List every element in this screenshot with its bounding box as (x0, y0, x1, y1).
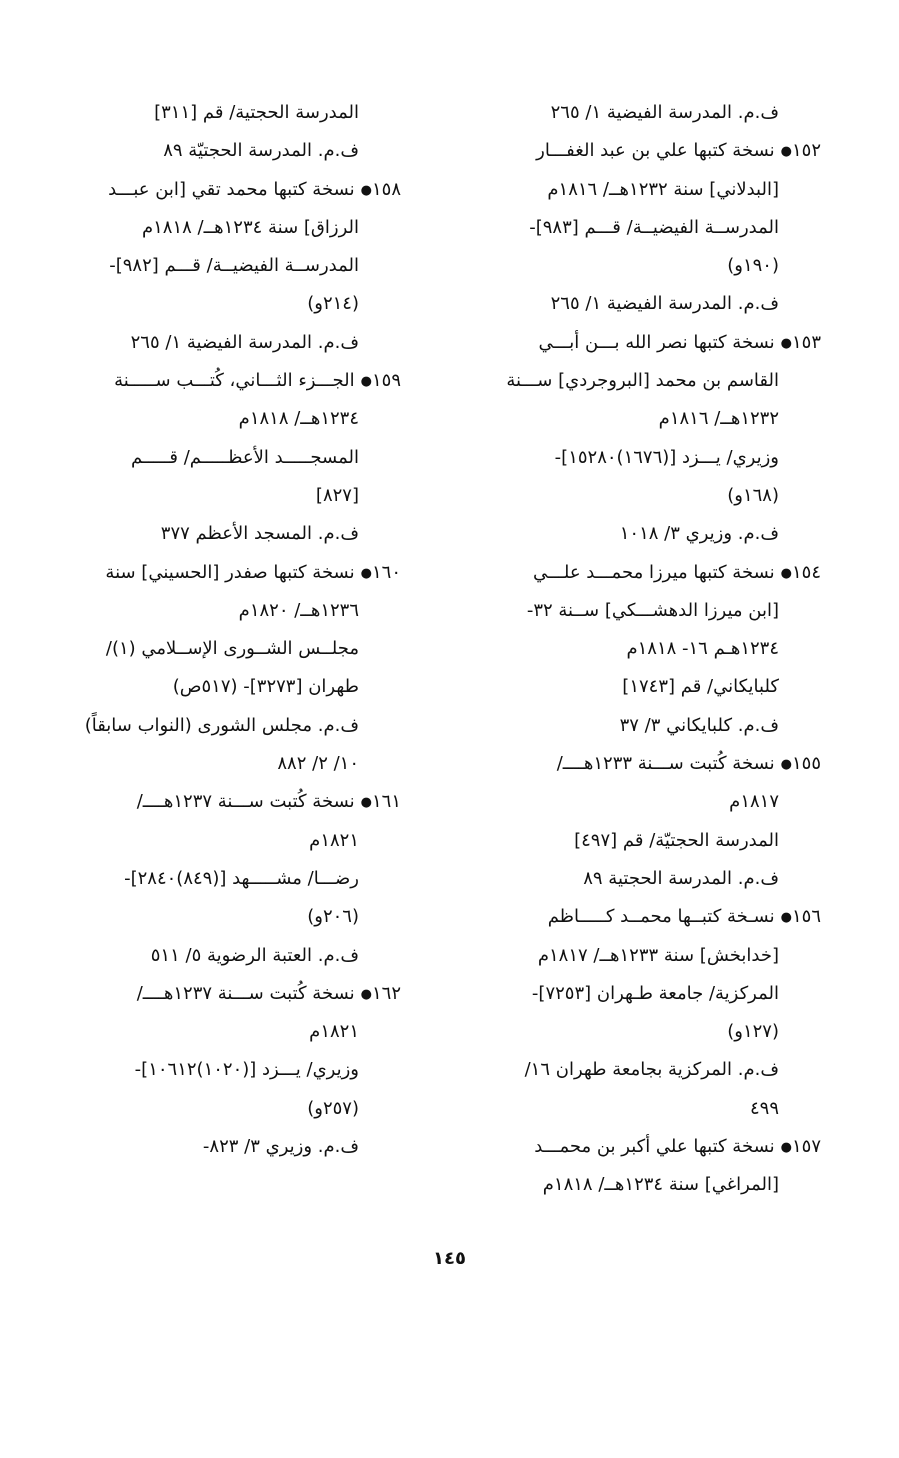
line-text: الرزاق] سنة ١٢٣٤هــ/ ١٨١٨م (141, 216, 359, 238)
text-line (96, 1128, 401, 1166)
text-line (96, 668, 401, 706)
line-text: [خدابخش] سنة ١٢٣٣هــ/ ١٨١٧م (537, 944, 779, 966)
line-text: المدرسة الحجتية/ قم [٣١١] (154, 102, 359, 123)
line-text: (١٢٧و) (727, 1021, 779, 1043)
line-text: المدرسة الحجتيّة/ قم [٤٩٧] (574, 829, 779, 851)
text-line (96, 247, 401, 285)
line-text: [ابن ميرزا الدهشـــكي] ســنة ٣٢- (526, 599, 779, 621)
line-text: ف.م. المدرسة الفيضية ١/ ٢٦٥ (130, 331, 359, 353)
line-text: ١٨٢١م (309, 829, 359, 851)
entry-number: ١٥٧ (791, 1136, 821, 1158)
entry-number: ١٥٢ (791, 140, 821, 162)
entry-heading-line (476, 132, 821, 170)
text-line (96, 1090, 401, 1128)
text-line (476, 400, 821, 438)
line-text: ف.م. العتبة الرضوية ٥/ ٥١١ (150, 944, 359, 966)
line-text: ف.م. المسجد الأعظم ٣٧٧ (160, 523, 359, 545)
bullet-icon: ● (360, 986, 372, 1002)
text-line (476, 515, 821, 553)
text-line (476, 171, 821, 209)
text-line (96, 745, 401, 783)
line-text: وزيري/ يـــزد [(١٦٧٦)١٥٢٨٠]- (554, 446, 779, 468)
line-text: نسخة كتبها صفدر [الحسيني] سنة (105, 561, 355, 583)
text-line (476, 247, 821, 285)
text-line (476, 592, 821, 630)
text-line (96, 439, 401, 477)
line-text: ف.م. كلبايكاني ٣/ ٣٧ (619, 714, 779, 736)
line-text: (٢١٤و) (307, 293, 359, 315)
text-line (96, 592, 401, 630)
line-text: نسخة كتبها علي بن عبد الغفـــار (536, 140, 775, 162)
line-text: نسخة كتبها نصر الله بـــن أبـــي (538, 331, 775, 353)
text-line (96, 937, 401, 975)
line-text: طهران [٣٢٧٣]- (٥١٧ص) (172, 676, 359, 698)
bullet-icon: ● (780, 335, 792, 351)
text-line (96, 285, 401, 323)
entry-heading-line (476, 745, 821, 783)
line-text: ١٢٣٤هــ/ ١٨١٨م (238, 408, 359, 430)
line-text: ١٢٣٦هــ/ ١٨٢٠م (238, 599, 359, 621)
entry-heading-line (96, 554, 401, 592)
line-text: كلبايكاني/ قم [١٧٤٣] (622, 676, 779, 698)
line-text: الجـــزء الثـــاني، كُتـــب ســـــنة (114, 370, 355, 392)
line-text: نسخة كتبها محمد تقي [ابن عبـــد (108, 178, 355, 200)
line-text: نسخة كُتبت ســـنة ١٢٣٣هــــ/ (556, 753, 775, 775)
bullet-icon: ● (360, 182, 372, 198)
page-number: ١٤٥ (433, 1248, 466, 1269)
text-line (96, 209, 401, 247)
line-text: ١٠/ ٢/ ٨٨٢ (277, 753, 359, 775)
line-text: [البدلاني] سنة ١٢٣٢هــ/ ١٨١٦م (547, 178, 779, 200)
text-line (476, 783, 821, 821)
line-text: المدرســة الفيضيــة/ قـــم [٩٨٢]- (109, 255, 359, 277)
line-text: (١٩٠و) (727, 255, 779, 277)
entry-heading-line (476, 554, 821, 592)
line-text: ف.م. وزيري ٣/ ٨٢٣- (202, 1136, 359, 1158)
text-line (476, 439, 821, 477)
entry-heading-line (476, 898, 821, 936)
text-line (476, 209, 821, 247)
line-text: [المراغي] سنة ١٢٣٤هــ/ ١٨١٨م (542, 1174, 779, 1196)
line-text: [٨٢٧] (315, 484, 359, 506)
entry-heading-line (96, 171, 401, 209)
line-text: المركزية/ جامعة طـهران [٧٢٥٣]- (531, 982, 779, 1004)
entry-heading-line (96, 975, 401, 1013)
bullet-icon: ● (780, 910, 792, 926)
bullet-icon: ● (360, 374, 372, 390)
text-line (476, 1013, 821, 1051)
line-text: ف.م. المدرسة الحجتية ٨٩ (583, 867, 779, 889)
text-line (476, 362, 821, 400)
bullet-icon: ● (360, 565, 372, 581)
text-line (96, 324, 401, 362)
text-line (476, 975, 821, 1013)
line-text: ف.م. مجلس الشورى (النواب سابقاً) (84, 714, 359, 736)
line-text: ٤٩٩ (749, 1097, 779, 1119)
text-line (476, 94, 821, 132)
entry-number: ١٥٩ (371, 370, 401, 392)
text-line (96, 860, 401, 898)
text-line (476, 630, 821, 668)
line-text: ١٢٣٤هـم ١٦- ١٨١٨م (626, 638, 779, 660)
text-line (96, 822, 401, 860)
text-line (96, 94, 401, 132)
line-text: ١٨١٧م (729, 791, 779, 813)
entry-heading-line (96, 362, 401, 400)
text-line (476, 1090, 821, 1128)
line-text: نسـخة كتبــها محمــد كـــــاظم (547, 906, 775, 928)
bullet-icon: ● (780, 144, 792, 160)
text-line (476, 860, 821, 898)
right-column (476, 94, 821, 1205)
line-text: نسخة كتبها ميرزا محمـــد علـــي (533, 561, 775, 583)
text-line (96, 132, 401, 170)
entry-number: ١٦٠ (371, 561, 401, 583)
line-text: المدرســة الفيضيــة/ قـــم [٩٨٣]- (529, 216, 779, 238)
entry-number: ١٥٤ (791, 561, 821, 583)
line-text: (٢٠٦و) (307, 906, 359, 928)
line-text: وزيري/ يـــزد [(١٠٢٠)١٠٦١٢]- (134, 1059, 359, 1081)
text-line (96, 898, 401, 936)
left-column (84, 94, 401, 1166)
bullet-icon: ● (360, 795, 372, 811)
bullet-icon: ● (780, 1140, 792, 1156)
line-text: ف.م. المدرسة الفيضية ١/ ٢٦٥ (550, 102, 779, 123)
bullet-icon: ● (780, 757, 792, 773)
line-text: رضـــا/ مشـــــهد [(٨٤٩)٢٨٤٠]- (124, 867, 359, 889)
entry-number: ١٥٣ (791, 331, 821, 353)
text-line (476, 1166, 821, 1204)
text-line (96, 1013, 401, 1051)
line-text: المسجـــــد الأعظـــــم/ قـــــم (131, 446, 359, 468)
text-line (476, 822, 821, 860)
line-text: (٢٥٧و) (307, 1097, 359, 1119)
text-line (96, 477, 401, 515)
text-line (476, 937, 821, 975)
entry-heading-line (96, 783, 401, 821)
line-text: ف.م. المدرسة الفيضية ١/ ٢٦٥ (550, 293, 779, 315)
entry-number: ١٥٦ (791, 906, 821, 928)
text-line (476, 285, 821, 323)
entry-number: ١٦١ (371, 791, 401, 813)
text-line (96, 630, 401, 668)
text-line (96, 400, 401, 438)
line-text: (١٦٨و) (727, 484, 779, 506)
line-text: القاسم بن محمد [البروجردي] ســـنة (506, 370, 779, 392)
line-text: نسخة كتبها علي أكبر بن محمـــد (534, 1136, 775, 1158)
entry-number: ١٥٨ (371, 178, 401, 200)
text-line (476, 477, 821, 515)
entry-heading-line (476, 324, 821, 362)
text-line (476, 668, 821, 706)
line-text: نسخة كُتبت ســـنة ١٢٣٧هــــ/ (136, 982, 355, 1004)
line-text: ١٢٣٢هــ/ ١٨١٦م (658, 408, 779, 430)
line-text: ١٨٢١م (309, 1021, 359, 1043)
entry-number: ١٥٥ (791, 753, 821, 775)
text-line (84, 707, 401, 745)
line-text: ف.م. المركزية بجامعة طهران ١٦/ (524, 1059, 779, 1081)
text-line (476, 1051, 821, 1089)
line-text: ف.م. المدرسة الحجتيّة ٨٩ (163, 140, 359, 162)
text-line (96, 1051, 401, 1089)
text-line (96, 515, 401, 553)
bullet-icon: ● (780, 565, 792, 581)
line-text: نسخة كُتبت ســـنة ١٢٣٧هــــ/ (136, 791, 355, 813)
line-text: ف.م. وزيري ٣/ ١٠١٨ (619, 523, 779, 545)
text-line (476, 707, 821, 745)
entry-number: ١٦٢ (371, 982, 401, 1004)
line-text: مجلــس الشــورى الإســلامي (١)/ (105, 638, 359, 660)
entry-heading-line (476, 1128, 821, 1166)
